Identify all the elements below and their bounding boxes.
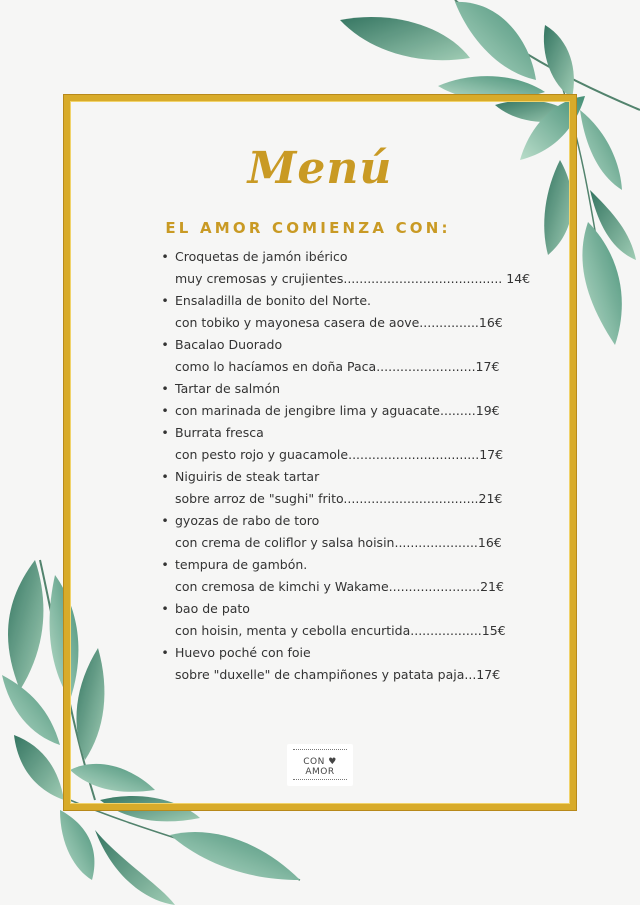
logo-dotted-line <box>293 749 347 751</box>
menu-subtitle: EL AMOR COMIENZA CON: <box>165 219 451 237</box>
menu-item <box>160 378 500 400</box>
bullet-icon: • <box>161 403 169 418</box>
bullet-icon: • <box>161 513 169 528</box>
dish-name: Burrata fresca <box>175 425 264 440</box>
bullet-icon: • <box>161 293 169 308</box>
bullet-icon: • <box>161 469 169 484</box>
menu-title: Menú <box>247 143 393 194</box>
bullet-icon: • <box>161 381 169 396</box>
dish-name: gyozas de rabo de toro <box>175 513 320 528</box>
menu-item <box>160 510 500 554</box>
dish-name: Niguiris de steak tartar <box>175 469 320 484</box>
bullet-icon: • <box>161 249 169 264</box>
menu-item <box>160 290 503 334</box>
bullet-icon: • <box>161 601 169 616</box>
logo-dotted-line <box>293 779 347 781</box>
dish-description: con tobiko y mayonesa casera de aove...............16€ <box>175 315 503 330</box>
dish-description: sobre "duxelle" de champiñones y patata paja...17€ <box>175 667 501 682</box>
menu-item <box>160 642 500 686</box>
menu-item <box>160 554 504 598</box>
dish-description: con crema de coliflor y salsa hoisin.....................16€ <box>175 535 502 550</box>
dish-description: con cremosa de kimchi y Wakame.......................21€ <box>175 579 504 594</box>
menu-item <box>160 246 531 290</box>
bullet-icon: • <box>161 645 169 660</box>
dish-description: con pesto rojo y guacamole.................................17€ <box>175 447 504 462</box>
bullet-icon: • <box>161 557 169 572</box>
menu-item <box>160 334 500 378</box>
dish-name: Huevo poché con foie <box>175 645 311 660</box>
dish-description: muy cremosas y crujientes........................................ 14€ <box>175 271 531 286</box>
dish-name: Croquetas de jamón ibérico <box>175 249 348 264</box>
menu-item <box>160 422 504 466</box>
menu-item <box>160 598 506 642</box>
dish-name: bao de pato <box>175 601 250 616</box>
dish-description: como lo hacíamos en doña Paca.........................17€ <box>175 359 500 374</box>
bullet-icon: • <box>161 425 169 440</box>
menu-item <box>160 400 500 422</box>
dish-description: con marinada de jengibre lima y aguacate.........19€ <box>175 403 500 418</box>
restaurant-logo <box>287 744 353 786</box>
dish-name: Bacalao Duorado <box>175 337 283 352</box>
menu-list <box>160 246 531 686</box>
bullet-icon: • <box>161 337 169 352</box>
dish-name: Tartar de salmón <box>175 381 281 396</box>
dish-name: Ensaladilla de bonito del Norte. <box>175 293 371 308</box>
menu-item <box>160 466 503 510</box>
logo-text: CON ♥ AMOR <box>303 757 337 777</box>
dish-description: con hoisin, menta y cebolla encurtida..................15€ <box>175 623 506 638</box>
dish-name: tempura de gambón. <box>175 557 308 572</box>
dish-description: sobre arroz de "sughi" frito..................................21€ <box>175 491 503 506</box>
